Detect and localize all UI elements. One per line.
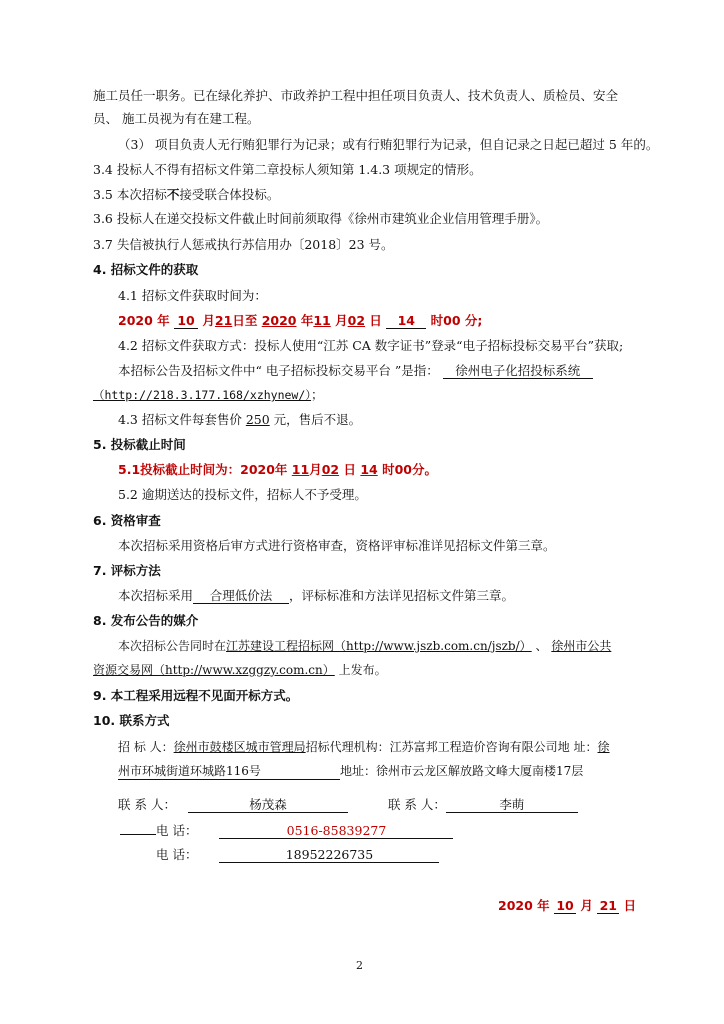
- qualification-text: 本次招标采用资格后审方式进行资格审查，资格评审标准详见招标文件第三章。: [118, 538, 556, 553]
- phone-number: 18952226735: [219, 847, 439, 863]
- phone-line: [156, 847, 439, 863]
- address-label: 地 址：: [557, 740, 598, 754]
- period-text: 日至: [232, 313, 258, 328]
- evaluation-prefix: 本次招标采用: [118, 588, 194, 603]
- address-line: [118, 763, 583, 780]
- platform-text: 本招标公告及招标文件中“ 电子招标投标交易平台 ”是指：: [118, 363, 439, 378]
- deadline-hour: 14: [360, 462, 378, 477]
- item-4-1: 4.1 招标文件获取时间为：: [118, 288, 267, 303]
- tenderer-label: 招 标 人：: [118, 740, 174, 754]
- date-year: 2020: [498, 898, 533, 913]
- date-text: 月: [580, 898, 593, 913]
- section-heading: 9. 本工程采用远程不见面开标方式。: [93, 688, 299, 703]
- address-label: 地址：: [340, 764, 377, 778]
- period-hour: 14: [386, 313, 426, 329]
- period-text: 年: [157, 313, 170, 328]
- section-heading: 4. 招标文件的获取: [93, 262, 199, 277]
- platform-line: [118, 363, 593, 379]
- section-heading: 8. 发布公告的媒介: [93, 613, 199, 628]
- clause-3-7: 3.7 失信被执行人惩戒执行苏信用办〔2018〕23 号。: [93, 237, 394, 252]
- acquisition-period: [118, 313, 482, 329]
- period-year: 2020: [261, 313, 297, 328]
- media-line: [118, 638, 611, 654]
- document-date: [498, 898, 636, 914]
- phone-number: 0516-85839277: [219, 823, 453, 839]
- period-text: 月: [202, 313, 215, 328]
- section-heading: 7. 评标方法: [93, 563, 161, 578]
- body-text: 员、 施工员视为有在建工程。: [93, 111, 260, 126]
- phone-label: 电 话：: [156, 823, 198, 838]
- period-day: 21: [214, 313, 233, 328]
- evaluation-text: [118, 588, 514, 604]
- contact-person: 杨茂森: [188, 797, 348, 813]
- platform-text: ；: [311, 387, 324, 402]
- contact-label: 联 系 人：: [387, 797, 446, 812]
- deadline-text: 5.1投标截止时间为：2020年: [118, 462, 292, 477]
- address: 徐: [597, 740, 610, 754]
- clause-3-4: 3.4 投标人不得有招标文件第二章投标人须知第 1.4.3 项规定的情形。: [93, 162, 482, 177]
- tenderer-line: [118, 739, 610, 755]
- agency-label: 招标代理机构：: [305, 740, 390, 754]
- date-text: 日: [623, 898, 637, 913]
- item-5-2: 5.2 逾期送达的投标文件，招标人不予受理。: [118, 487, 367, 502]
- period-text: 日: [369, 313, 382, 328]
- item-text: 元，售后不退。: [269, 412, 362, 427]
- clause-3-6: 3.6 投标人在递交投标文件截止时间前须取得《徐州市建筑业企业信用管理手册》。: [93, 211, 549, 226]
- page-number: 2: [356, 959, 363, 972]
- period-day: 02: [347, 313, 366, 328]
- platform-url-line: [93, 387, 324, 403]
- section-heading: 6. 资格审查: [93, 513, 161, 528]
- period-year: 2020: [118, 313, 153, 328]
- platform-name: 徐州电子化招投标系统: [443, 363, 593, 379]
- media-site-link[interactable]: 徐州市公共: [551, 639, 612, 653]
- deadline-text: 月: [309, 462, 322, 477]
- contact-person: 李萌: [446, 797, 578, 813]
- platform-url[interactable]: （http://218.3.177.168/xzhynew/）: [93, 388, 312, 402]
- media-suffix: 上发布。: [334, 663, 387, 677]
- deadline-month: 11: [291, 462, 310, 477]
- price: 250: [245, 412, 270, 427]
- media-prefix: 本次招标公告同时在: [118, 639, 227, 653]
- section-heading: 5. 投标截止时间: [93, 437, 186, 452]
- date-text: 年: [537, 898, 550, 913]
- contact-line: [118, 797, 578, 813]
- media-site-link[interactable]: 资源交易网（http://www.xzggzy.com.cn）: [93, 663, 335, 677]
- clause-text: 3.5 本次招标: [93, 187, 167, 202]
- evaluation-suffix: ，评标标准和方法详见招标文件第三章。: [289, 588, 515, 603]
- item-text: 4.3 招标文件每套售价: [118, 412, 246, 427]
- deadline-day: 02: [321, 462, 340, 477]
- clause-bold: 不: [166, 187, 180, 202]
- deadline-text: 日: [339, 462, 361, 477]
- item-4-3: [118, 412, 361, 428]
- media-site-link[interactable]: 江苏建设工程招标网（http://www.jszb.com.cn/jszb/）: [226, 639, 532, 653]
- deadline-text: 时00分。: [377, 462, 437, 477]
- period-month: 11: [313, 313, 331, 328]
- tenderer: 徐州市鼓楼区城市管理局: [173, 740, 306, 754]
- date-day: 21: [597, 898, 619, 914]
- bid-deadline: [118, 462, 437, 478]
- period-month: 10: [174, 313, 198, 329]
- period-text: 月: [335, 313, 348, 328]
- clause-3-5: [93, 187, 279, 203]
- address: 徐州市云龙区解放路文峰大厦南楼17层: [376, 764, 584, 778]
- phone-line: [120, 823, 453, 839]
- period-text: 年: [300, 313, 314, 328]
- date-month: 10: [554, 898, 576, 914]
- phone-label: 电 话：: [156, 847, 198, 862]
- item-4-2: 4.2 招标文件获取方式：投标人使用“江苏 CA 数字证书”登录“电子招标投标交易平台”获取;: [118, 338, 624, 353]
- media-sep: 、: [531, 639, 552, 653]
- body-text: （3） 项目负责人无行贿犯罪行为记录；或有行贿犯罪行为记录，但自记录之日起已超过 5 年的。: [118, 137, 659, 152]
- period-text: 时00 分;: [430, 313, 483, 328]
- clause-text: 接受联合体投标。: [179, 187, 280, 202]
- body-text: 施工员任一职务。已在绿化养护、市政养护工程中担任项目负责人、技术负责人、质检员、安全: [93, 88, 619, 103]
- evaluation-method: 合理低价法: [193, 588, 289, 604]
- section-heading: 10. 联系方式: [93, 713, 170, 728]
- media-line: [93, 662, 387, 678]
- address: 州市环城街道环城路116号: [118, 764, 340, 780]
- contact-label: 联 系 人：: [118, 797, 176, 812]
- agency: 江苏富邦工程造价咨询有限公司: [389, 740, 558, 754]
